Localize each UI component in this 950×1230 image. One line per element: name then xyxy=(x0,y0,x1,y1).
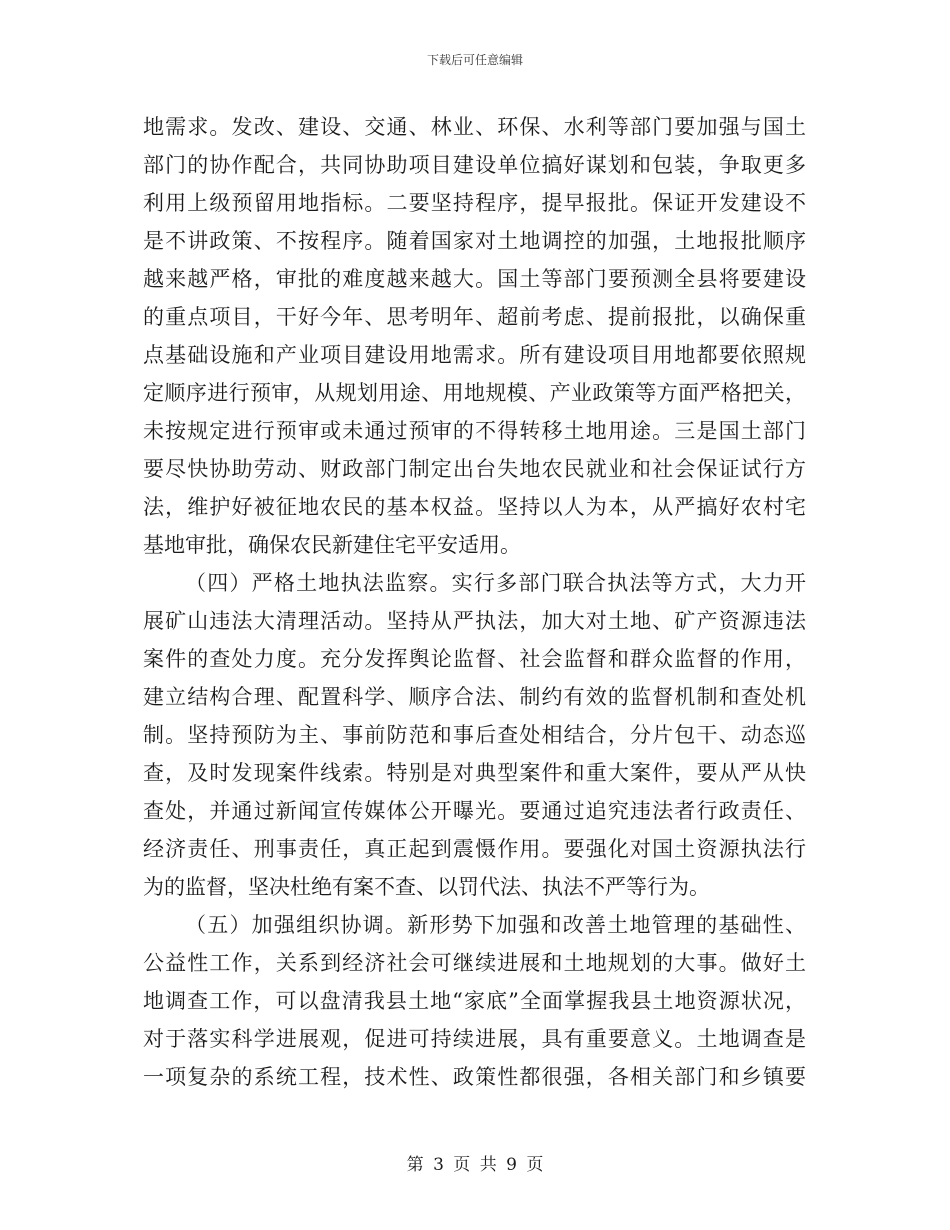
text-line: 地调查工作，可以盘清我县土地“家底”全面掌握我县土地资源状况， xyxy=(143,989,806,1013)
text-line: 是不讲政策、不按程序。随着国家对土地调控的加强，土地报批顺序 xyxy=(143,229,806,253)
text-line: 基地审批，确保农民新建住宅平安适用。 xyxy=(143,533,521,557)
text-line: 部门的协作配合，共同协助项目建设单位搞好谋划和包装，争取更多 xyxy=(143,153,806,177)
text-line: 为的监督，坚决杜绝有案不查、以罚代法、执法不严等行为。 xyxy=(143,875,710,899)
text-line: 公益性工作，关系到经济社会可继续进展和土地规划的大事。做好土 xyxy=(143,951,806,975)
text-line: 一项复杂的系统工程，技术性、政策性都很强，各相关部门和乡镇要 xyxy=(143,1065,806,1089)
text-line: 地需求。发改、建设、交通、林业、环保、水利等部门要加强与国土 xyxy=(143,115,806,139)
text-line: 的重点项目，干好今年、思考明年、超前考虑、提前报批，以确保重 xyxy=(143,305,806,329)
page-header: 下载后可任意编辑 xyxy=(426,53,523,67)
paragraph-heading-line: （四）严格土地执法监察。实行多部门联合执法等方式，大力开 xyxy=(185,571,806,595)
text-line: 对于落实科学进展观，促进可持续进展，具有重要意义。土地调查是 xyxy=(143,1027,806,1051)
text-line: 展矿山违法大清理活动。坚持从严执法，加大对土地、矿产资源违法 xyxy=(143,609,806,633)
text-line: 定顺序进行预审，从规划用途、用地规模、产业政策等方面严格把关， xyxy=(143,381,806,405)
paragraph-heading-line: （五）加强组织协调。新形势下加强和改善土地管理的基础性、 xyxy=(185,913,806,937)
page-number-footer: 第 3 页 共 9 页 xyxy=(406,1155,544,1175)
text-line: 点基础设施和产业项目建设用地需求。所有建设项目用地都要依照规 xyxy=(143,343,806,367)
text-line: 利用上级预留用地指标。二要坚持程序，提早报批。保证开发建设不 xyxy=(143,191,806,215)
text-line: 建立结构合理、配置科学、顺序合法、制约有效的监督机制和查处机 xyxy=(143,685,806,709)
text-line: 要尽快协助劳动、财政部门制定出台失地农民就业和社会保证试行方 xyxy=(143,457,806,481)
text-line: 未按规定进行预审或未通过预审的不得转移土地用途。三是国土部门 xyxy=(143,419,806,443)
text-line: 案件的查处力度。充分发挥舆论监督、社会监督和群众监督的作用， xyxy=(143,647,806,671)
text-line: 制。坚持预防为主、事前防范和事后查处相结合，分片包干、动态巡 xyxy=(143,723,806,747)
text-line: 查，及时发现案件线索。特别是对典型案件和重大案件，要从严从快 xyxy=(143,761,806,785)
text-line: 经济责任、刑事责任，真正起到震慑作用。要强化对国土资源执法行 xyxy=(143,837,806,861)
text-line: 查处，并通过新闻宣传媒体公开曝光。要通过追究违法者行政责任、 xyxy=(143,799,806,823)
text-line: 越来越严格，审批的难度越来越大。国土等部门要预测全县将要建设 xyxy=(143,267,806,291)
text-line: 法，维护好被征地农民的基本权益。坚持以人为本，从严搞好农村宅 xyxy=(143,495,806,519)
